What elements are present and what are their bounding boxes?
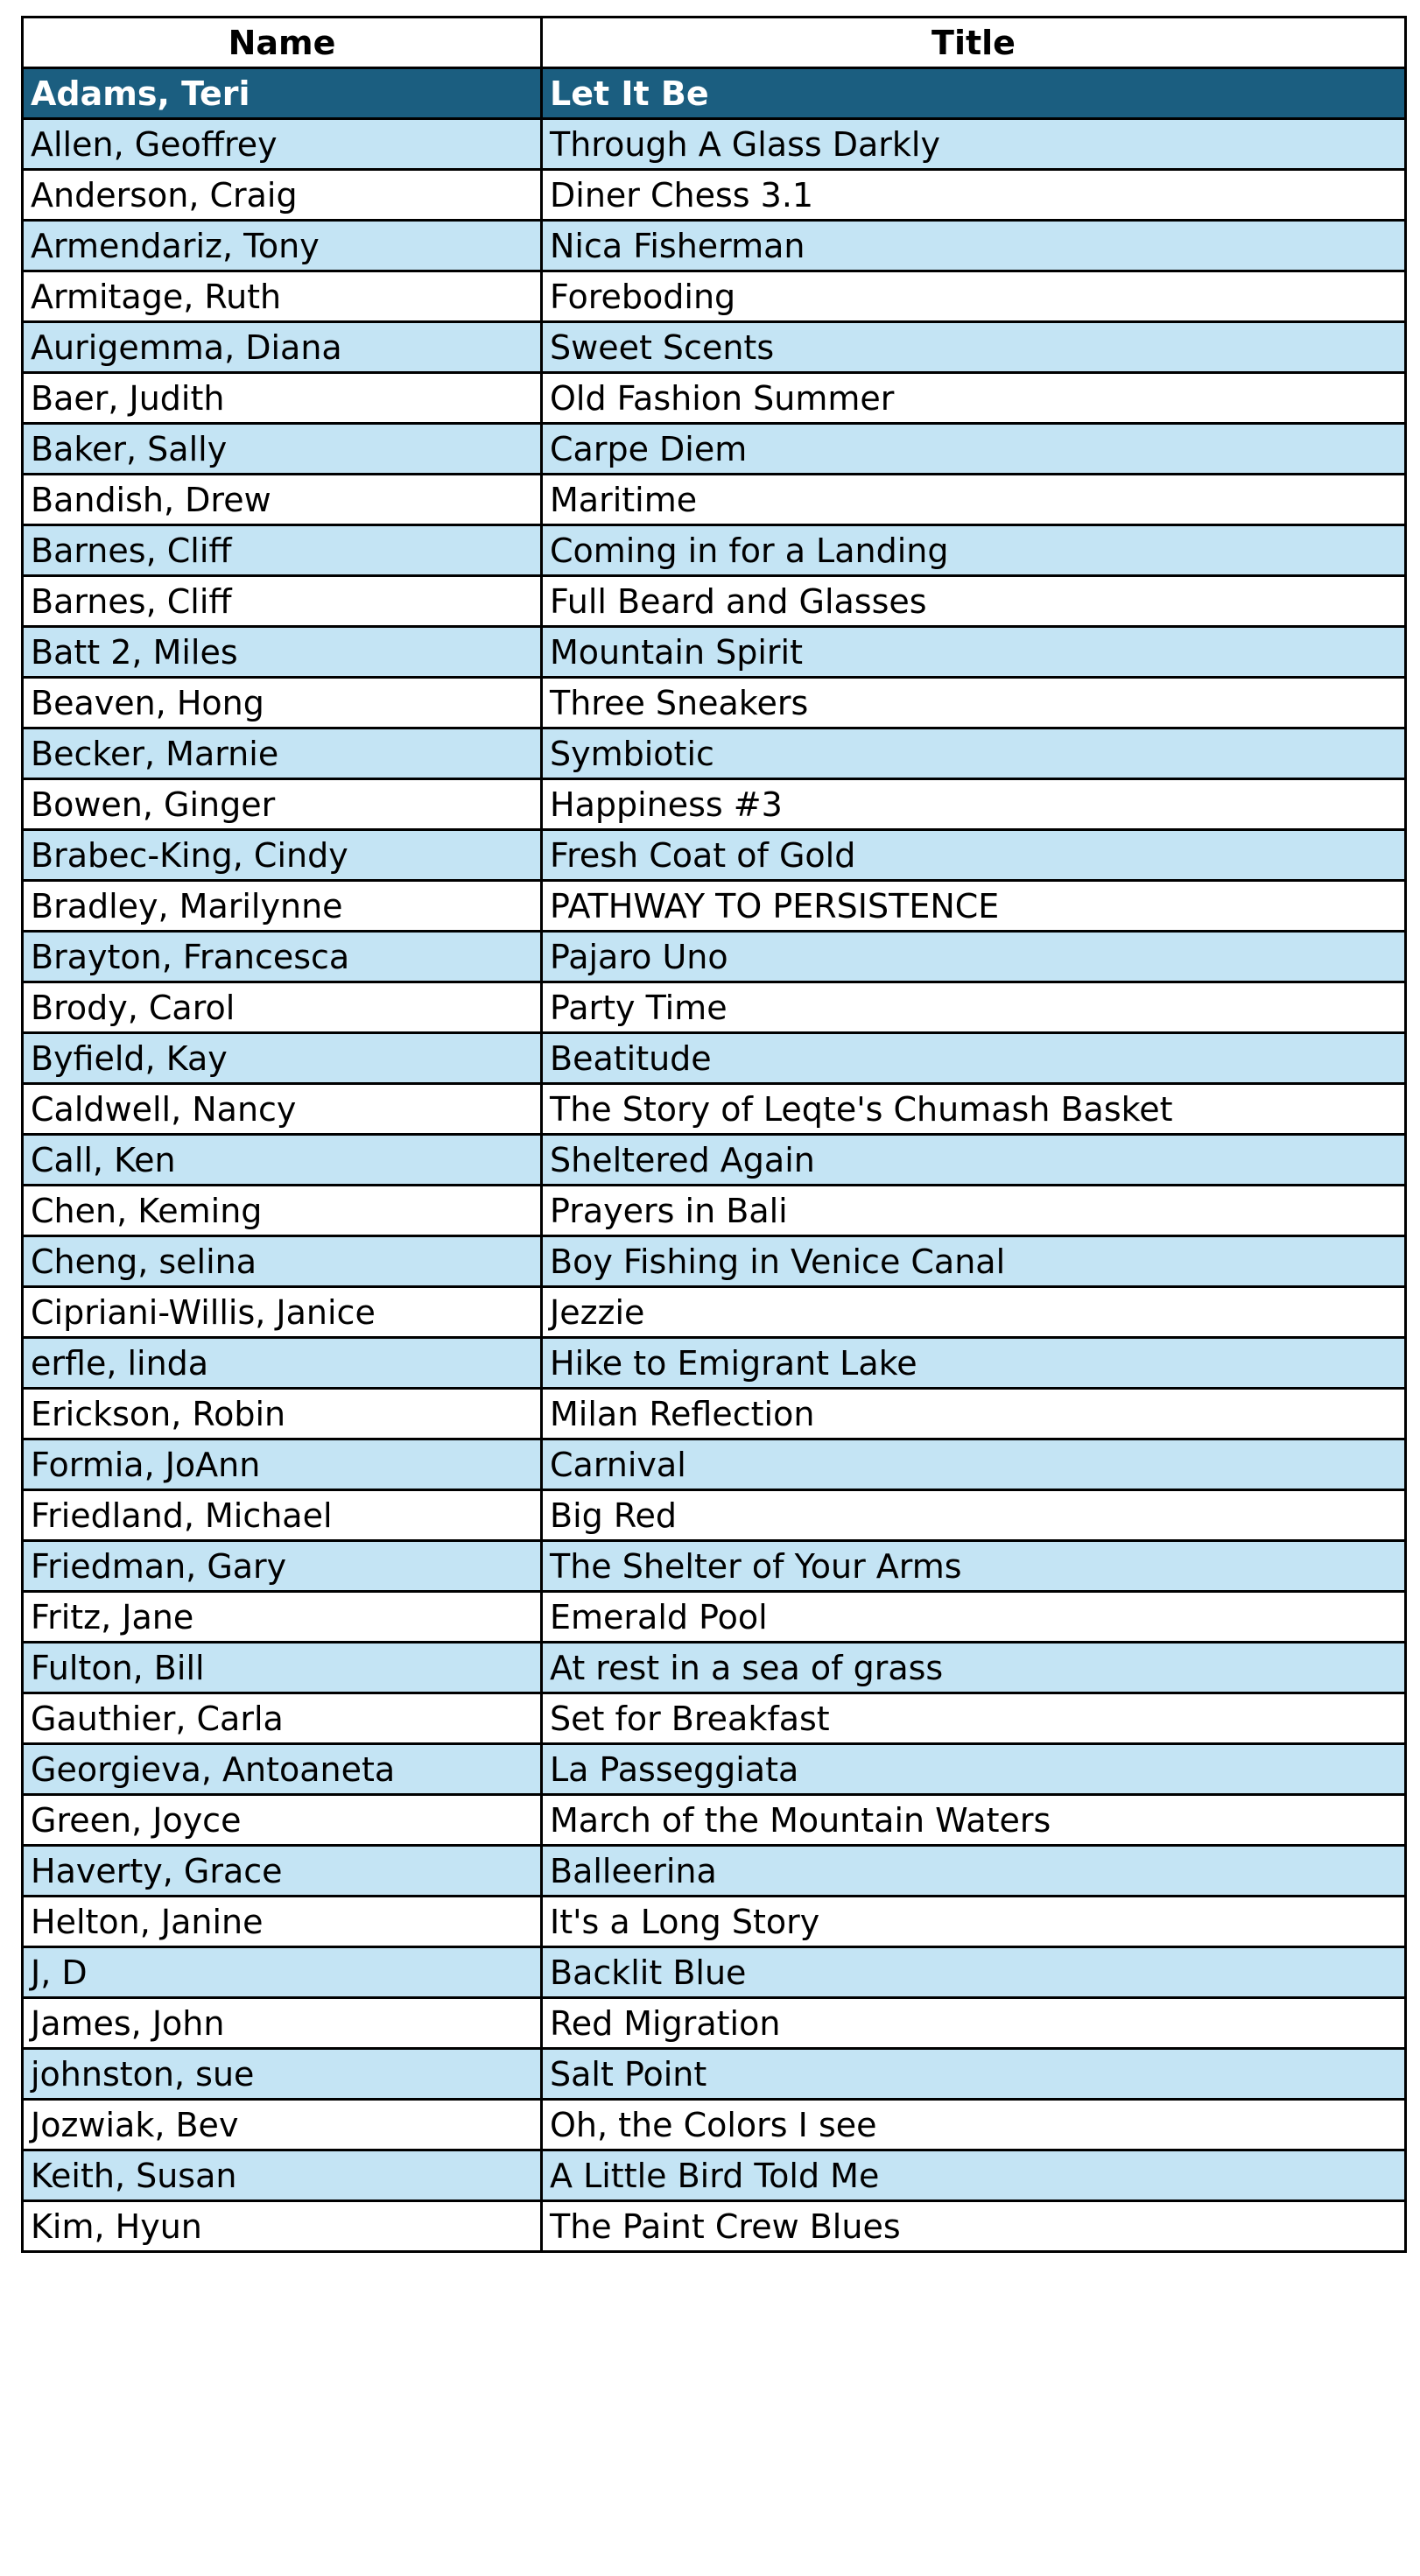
table-row[interactable] bbox=[23, 1236, 1406, 1287]
name-cell[interactable]: Anderson, Craig bbox=[23, 170, 542, 221]
name-cell[interactable]: Brayton, Francesca bbox=[23, 932, 542, 982]
table-row[interactable] bbox=[23, 1439, 1406, 1490]
title-cell[interactable]: The Paint Crew Blues bbox=[542, 2201, 1406, 2252]
title-cell[interactable]: PATHWAY TO PERSISTENCE bbox=[542, 881, 1406, 932]
title-cell[interactable]: Backlit Blue bbox=[542, 1947, 1406, 1998]
name-cell[interactable]: Adams, Teri bbox=[23, 68, 542, 119]
table-row[interactable] bbox=[23, 576, 1406, 627]
name-cell[interactable]: Helton, Janine bbox=[23, 1897, 542, 1947]
table-row[interactable] bbox=[23, 1541, 1406, 1592]
name-cell[interactable]: Keith, Susan bbox=[23, 2150, 542, 2201]
table-row[interactable] bbox=[23, 1998, 1406, 2049]
name-cell[interactable]: Jozwiak, Bev bbox=[23, 2100, 542, 2150]
name-cell[interactable]: Barnes, Cliff bbox=[23, 525, 542, 576]
table-row[interactable] bbox=[23, 1389, 1406, 1439]
name-cell[interactable]: Barnes, Cliff bbox=[23, 576, 542, 627]
title-cell[interactable]: Foreboding bbox=[542, 271, 1406, 322]
title-cell[interactable]: Big Red bbox=[542, 1490, 1406, 1541]
name-cell[interactable]: Bowen, Ginger bbox=[23, 779, 542, 830]
title-cell[interactable]: Carpe Diem bbox=[542, 424, 1406, 475]
table-row[interactable] bbox=[23, 221, 1406, 271]
name-cell[interactable]: Brabec-King, Cindy bbox=[23, 830, 542, 881]
name-cell[interactable]: Byfield, Kay bbox=[23, 1033, 542, 1084]
table-row[interactable] bbox=[23, 1338, 1406, 1389]
title-cell[interactable]: Let It Be bbox=[542, 68, 1406, 119]
table-row[interactable] bbox=[23, 1490, 1406, 1541]
title-cell[interactable]: Beatitude bbox=[542, 1033, 1406, 1084]
title-cell[interactable]: At rest in a sea of grass bbox=[542, 1643, 1406, 1693]
title-cell[interactable]: Boy Fishing in Venice Canal bbox=[542, 1236, 1406, 1287]
table-row[interactable] bbox=[23, 424, 1406, 475]
name-cell[interactable]: erfle, linda bbox=[23, 1338, 542, 1389]
name-cell[interactable]: Bradley, Marilynne bbox=[23, 881, 542, 932]
name-cell[interactable]: Chen, Keming bbox=[23, 1186, 542, 1236]
title-cell[interactable]: Symbiotic bbox=[542, 728, 1406, 779]
name-cell[interactable]: J, D bbox=[23, 1947, 542, 1998]
name-cell[interactable]: Bandish, Drew bbox=[23, 475, 542, 525]
title-cell[interactable]: Balleerina bbox=[542, 1846, 1406, 1897]
table-row[interactable] bbox=[23, 170, 1406, 221]
table-row[interactable] bbox=[23, 1186, 1406, 1236]
table-row[interactable] bbox=[23, 779, 1406, 830]
table-row[interactable] bbox=[23, 1744, 1406, 1795]
title-cell[interactable]: March of the Mountain Waters bbox=[542, 1795, 1406, 1846]
name-cell[interactable]: Batt 2, Miles bbox=[23, 627, 542, 678]
name-cell[interactable]: Kim, Hyun bbox=[23, 2201, 542, 2252]
table-row[interactable] bbox=[23, 627, 1406, 678]
title-cell[interactable]: A Little Bird Told Me bbox=[542, 2150, 1406, 2201]
name-cell[interactable]: Baker, Sally bbox=[23, 424, 542, 475]
name-cell[interactable]: Armitage, Ruth bbox=[23, 271, 542, 322]
title-cell[interactable]: The Story of Leqte's Chumash Basket bbox=[542, 1084, 1406, 1135]
table-row[interactable] bbox=[23, 1846, 1406, 1897]
title-cell[interactable]: Nica Fisherman bbox=[542, 221, 1406, 271]
table-row[interactable] bbox=[23, 1947, 1406, 1998]
name-cell[interactable]: Armendariz, Tony bbox=[23, 221, 542, 271]
table-row[interactable] bbox=[23, 525, 1406, 576]
title-cell[interactable]: Through A Glass Darkly bbox=[542, 119, 1406, 170]
title-cell[interactable]: Red Migration bbox=[542, 1998, 1406, 2049]
title-cell[interactable]: Sweet Scents bbox=[542, 322, 1406, 373]
title-cell[interactable]: Old Fashion Summer bbox=[542, 373, 1406, 424]
table-row[interactable] bbox=[23, 1795, 1406, 1846]
title-cell[interactable]: Jezzie bbox=[542, 1287, 1406, 1338]
name-cell[interactable]: Fulton, Bill bbox=[23, 1643, 542, 1693]
table-row[interactable] bbox=[23, 1897, 1406, 1947]
title-cell[interactable]: It's a Long Story bbox=[542, 1897, 1406, 1947]
name-cell[interactable]: johnston, sue bbox=[23, 2049, 542, 2100]
table-row[interactable] bbox=[23, 1135, 1406, 1186]
title-cell[interactable]: The Shelter of Your Arms bbox=[542, 1541, 1406, 1592]
title-cell[interactable]: Hike to Emigrant Lake bbox=[542, 1338, 1406, 1389]
name-cell[interactable]: Gauthier, Carla bbox=[23, 1693, 542, 1744]
title-cell[interactable]: Diner Chess 3.1 bbox=[542, 170, 1406, 221]
table-row[interactable] bbox=[23, 322, 1406, 373]
table-row[interactable] bbox=[23, 1287, 1406, 1338]
name-cell[interactable]: Aurigemma, Diana bbox=[23, 322, 542, 373]
name-cell[interactable]: Erickson, Robin bbox=[23, 1389, 542, 1439]
title-cell[interactable]: Pajaro Uno bbox=[542, 932, 1406, 982]
title-cell[interactable]: Carnival bbox=[542, 1439, 1406, 1490]
title-cell[interactable]: Sheltered Again bbox=[542, 1135, 1406, 1186]
title-cell[interactable]: Prayers in Bali bbox=[542, 1186, 1406, 1236]
table-row[interactable] bbox=[23, 1693, 1406, 1744]
table-row[interactable] bbox=[23, 271, 1406, 322]
title-cell[interactable]: Mountain Spirit bbox=[542, 627, 1406, 678]
table-row-selected[interactable] bbox=[23, 68, 1406, 119]
title-cell[interactable]: Happiness #3 bbox=[542, 779, 1406, 830]
table-body bbox=[23, 68, 1406, 2252]
title-cell[interactable]: Full Beard and Glasses bbox=[542, 576, 1406, 627]
name-cell[interactable]: Haverty, Grace bbox=[23, 1846, 542, 1897]
artwork-table bbox=[21, 16, 1407, 2253]
table-row[interactable] bbox=[23, 982, 1406, 1033]
title-cell[interactable]: Emerald Pool bbox=[542, 1592, 1406, 1643]
table-header-row bbox=[23, 18, 1406, 68]
column-header-name[interactable]: Name bbox=[23, 18, 542, 68]
column-header-title[interactable]: Title bbox=[542, 18, 1406, 68]
name-cell[interactable]: Brody, Carol bbox=[23, 982, 542, 1033]
title-cell[interactable]: Three Sneakers bbox=[542, 678, 1406, 728]
table-row[interactable] bbox=[23, 373, 1406, 424]
table-row[interactable] bbox=[23, 678, 1406, 728]
table-row[interactable] bbox=[23, 1592, 1406, 1643]
table-row[interactable] bbox=[23, 728, 1406, 779]
title-cell[interactable]: Salt Point bbox=[542, 2049, 1406, 2100]
name-cell[interactable]: Baer, Judith bbox=[23, 373, 542, 424]
name-cell[interactable]: Cipriani-Willis, Janice bbox=[23, 1287, 542, 1338]
name-cell[interactable]: Friedman, Gary bbox=[23, 1541, 542, 1592]
table-row[interactable] bbox=[23, 1084, 1406, 1135]
title-cell[interactable]: Set for Breakfast bbox=[542, 1693, 1406, 1744]
title-cell[interactable]: Coming in for a Landing bbox=[542, 525, 1406, 576]
title-cell[interactable]: Milan Reflection bbox=[542, 1389, 1406, 1439]
name-cell[interactable]: Formia, JoAnn bbox=[23, 1439, 542, 1490]
name-cell[interactable]: Beaven, Hong bbox=[23, 678, 542, 728]
name-cell[interactable]: Green, Joyce bbox=[23, 1795, 542, 1846]
title-cell[interactable]: Fresh Coat of Gold bbox=[542, 830, 1406, 881]
table-row[interactable] bbox=[23, 475, 1406, 525]
table-row[interactable] bbox=[23, 2100, 1406, 2150]
table-row[interactable] bbox=[23, 881, 1406, 932]
table-row[interactable] bbox=[23, 1033, 1406, 1084]
name-cell[interactable]: Fritz, Jane bbox=[23, 1592, 542, 1643]
name-cell[interactable]: Cheng, selina bbox=[23, 1236, 542, 1287]
table-row[interactable] bbox=[23, 932, 1406, 982]
title-cell[interactable]: La Passeggiata bbox=[542, 1744, 1406, 1795]
name-cell[interactable]: Caldwell, Nancy bbox=[23, 1084, 542, 1135]
table-row[interactable] bbox=[23, 2150, 1406, 2201]
table-row[interactable] bbox=[23, 830, 1406, 881]
name-cell[interactable]: Georgieva, Antoaneta bbox=[23, 1744, 542, 1795]
table-row[interactable] bbox=[23, 2049, 1406, 2100]
table-row[interactable] bbox=[23, 119, 1406, 170]
title-cell[interactable]: Oh, the Colors I see bbox=[542, 2100, 1406, 2150]
name-cell[interactable]: Friedland, Michael bbox=[23, 1490, 542, 1541]
table-row[interactable] bbox=[23, 1643, 1406, 1693]
title-cell[interactable]: Party Time bbox=[542, 982, 1406, 1033]
table-row[interactable] bbox=[23, 2201, 1406, 2252]
name-cell[interactable]: James, John bbox=[23, 1998, 542, 2049]
title-cell[interactable]: Maritime bbox=[542, 475, 1406, 525]
name-cell[interactable]: Call, Ken bbox=[23, 1135, 542, 1186]
name-cell[interactable]: Allen, Geoffrey bbox=[23, 119, 542, 170]
name-cell[interactable]: Becker, Marnie bbox=[23, 728, 542, 779]
